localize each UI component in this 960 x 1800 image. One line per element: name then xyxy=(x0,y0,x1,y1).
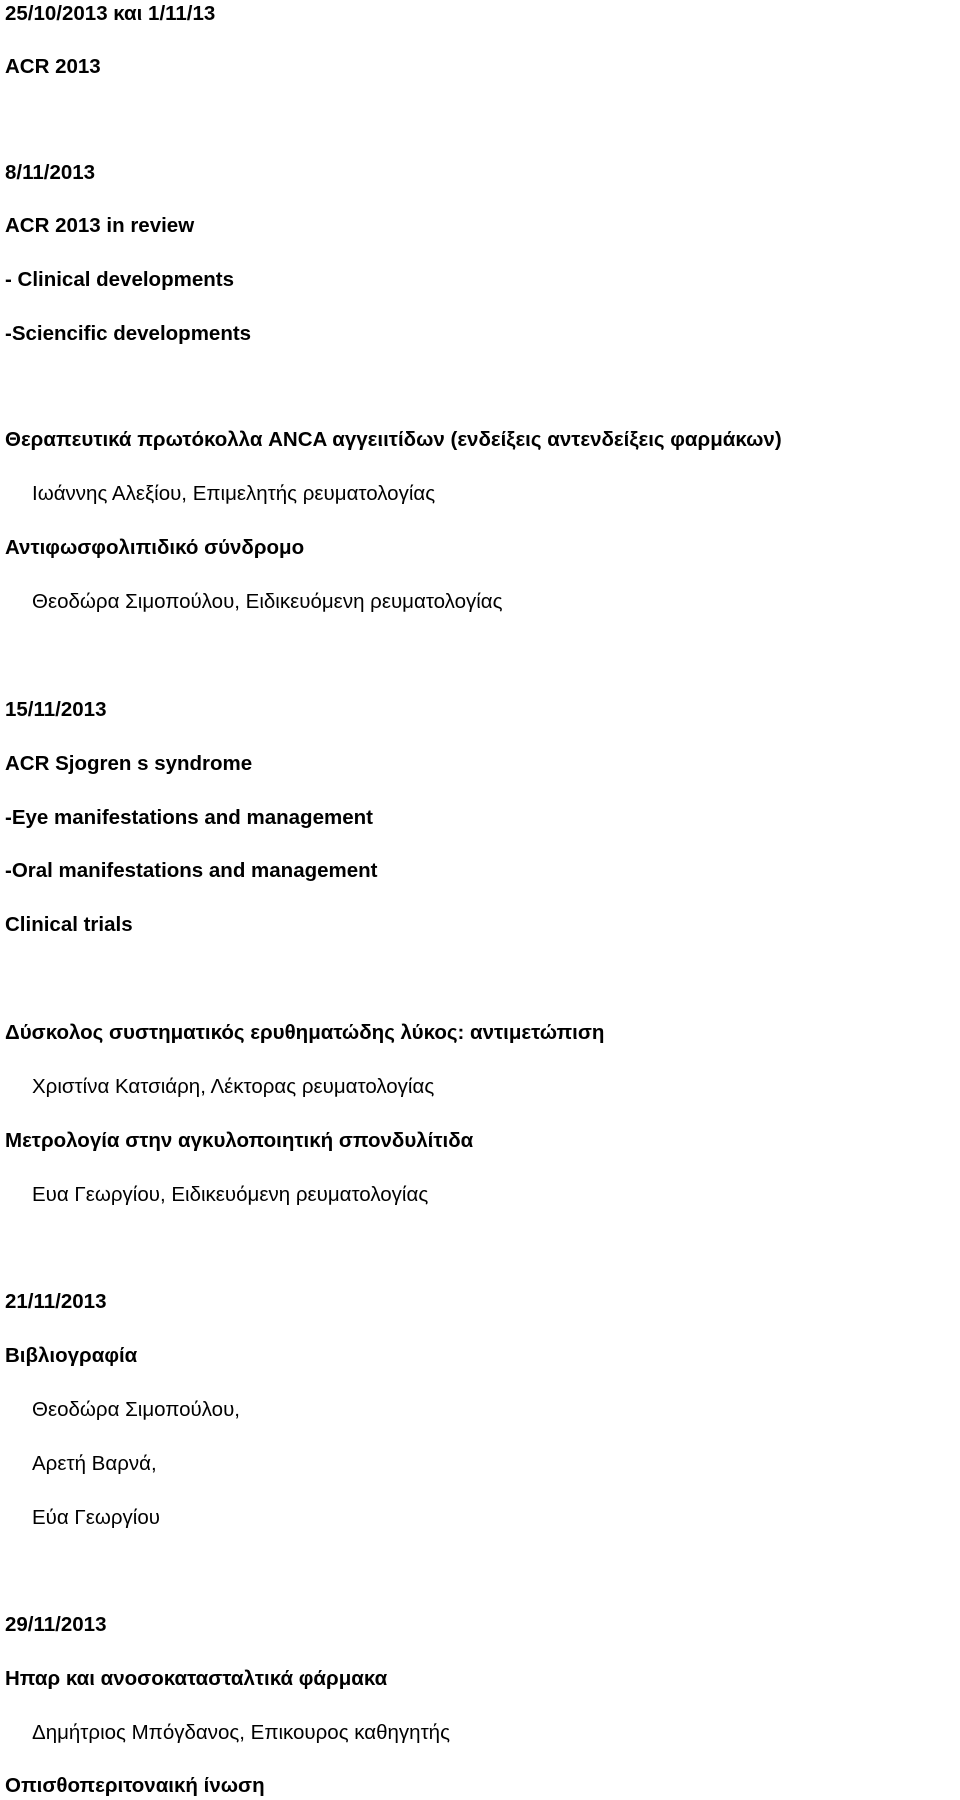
session-4-topic-1: Ηπαρ και ανοσοκατασταλτικά φάρμακα xyxy=(5,1667,388,1690)
session-2-topic-1: Δύσκολος συστηματικός ερυθηματώδης λύκος: αντιμετώπιση xyxy=(5,1021,605,1044)
session-3-speaker-1: Θεοδώρα Σιμοπούλου, xyxy=(32,1398,240,1421)
session-2-item-3: Clinical trials xyxy=(5,913,133,936)
header-title: ACR 2013 xyxy=(5,55,101,78)
session-1-speaker-2: Θεοδώρα Σιμοπούλου, Ειδικευόμενη ρευματολογίας xyxy=(32,590,503,613)
session-2-title: ACR Sjogren s syndrome xyxy=(5,752,253,775)
session-2-speaker-1: Χριστίνα Κατσιάρη, Λέκτορας ρευματολογίας xyxy=(32,1075,435,1098)
session-2-topic-2: Μετρολογία στην αγκυλοποιητική σπονδυλίτιδα xyxy=(5,1129,474,1152)
session-3-speaker-2: Αρετή Βαρνά, xyxy=(32,1452,157,1475)
session-2-item-1: -Eye manifestations and management xyxy=(5,806,373,829)
session-1-title: ACR 2013 in review xyxy=(5,214,195,237)
session-3-speaker-3: Εύα Γεωργίου xyxy=(32,1506,160,1529)
session-2-speaker-2: Ευα Γεωργίου, Ειδικευόμενη ρευματολογίας xyxy=(32,1183,429,1206)
session-1-topic-1: Θεραπευτικά πρωτόκολλα ANCA αγγειιτίδων (ενδείξεις αντενδείξεις φαρμάκων) xyxy=(5,428,782,451)
header-dates: 25/10/2013 και 1/11/13 xyxy=(5,2,216,25)
session-1-speaker-1: Ιωάννης Αλεξίου, Επιμελητής ρευματολογίας xyxy=(32,482,436,505)
session-2-date: 15/11/2013 xyxy=(5,698,107,721)
session-4-topic-2: Οπισθοπεριτοναική ίνωση xyxy=(5,1774,265,1797)
session-1-item-1: - Clinical developments xyxy=(5,268,234,291)
session-4-speaker-1: Δημήτριος Μπόγδανος, Επικουρος καθηγητής xyxy=(32,1721,450,1744)
session-4-date: 29/11/2013 xyxy=(5,1613,107,1636)
session-1-topic-2: Αντιφωσφολιπιδικό σύνδρομο xyxy=(5,536,305,559)
session-1-item-2: -Sciencific developments xyxy=(5,322,252,345)
session-2-item-2: -Oral manifestations and management xyxy=(5,859,378,882)
session-3-topic: Βιβλιογραφία xyxy=(5,1344,138,1367)
session-3-date: 21/11/2013 xyxy=(5,1290,107,1313)
session-1-date: 8/11/2013 xyxy=(5,161,96,184)
